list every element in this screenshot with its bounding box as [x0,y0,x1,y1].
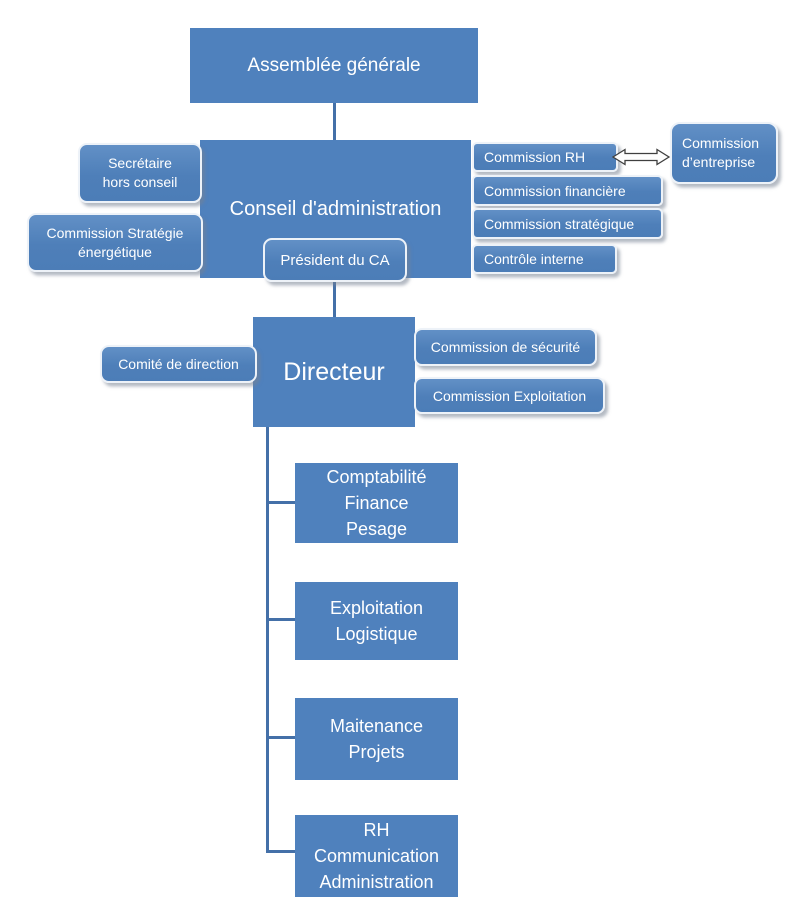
commission-financiere-label: Commission financière [484,182,626,199]
dept-rh-communication-administration-box: RH Communication Administration [295,815,458,897]
dept-exploitation-logistique-box: Exploitation Logistique [295,582,458,660]
commission-strategique-label: Commission stratégique [484,215,635,232]
commission-rh-label: Commission RH [484,149,586,165]
commission-exploitation-label: Commission Exploitation [432,387,587,404]
commission-strategique-box [472,208,663,239]
controle-interne-label: Contrôle interne [484,251,584,267]
comite-de-direction-box [100,345,257,383]
connector-conseil-directeur [333,277,336,318]
commission-strategie-energetique-box [27,213,203,272]
assemblee-generale-label: Assemblée générale [247,54,421,76]
connector-assemblee-conseil [333,103,336,141]
dept-comptabilite-finance-pesage-box: Comptabilité Finance Pesage [295,463,458,543]
commission-rh-box [472,142,618,172]
commission-entreprise-box [670,122,778,184]
commission-strategie-energetique-label: Commission Stratégie énergétique [46,224,184,260]
assemblee-generale-box [190,28,478,103]
dept-maintenance-projets-box: Maitenance Projets [295,698,458,780]
connector-directeur-trunk [266,426,269,853]
president-du-ca-box [263,238,407,282]
comite-de-direction-label: Comité de direction [118,355,239,372]
directeur-box [253,317,415,427]
commission-entreprise-label: Commission d’entreprise [682,135,760,170]
secretaire-hors-conseil-box [78,143,202,203]
secretaire-hors-conseil-label: Secrétaire hors conseil [102,155,178,190]
connector-branch-comptabilite [266,501,298,504]
connector-branch-maintenance [266,736,298,739]
commission-exploitation-box [414,377,605,414]
connector-branch-rh [266,850,298,853]
directeur-label: Directeur [283,357,385,386]
commission-securite-label: Commission de sécurité [430,339,581,355]
conseil-administration-label: Conseil d'administration [229,197,442,220]
double-arrow-icon [612,146,670,168]
commission-financiere-box [472,175,663,206]
connector-branch-exploitation [266,618,298,621]
president-du-ca-label: Président du CA [280,251,390,269]
controle-interne-box [472,244,617,274]
commission-securite-box [414,328,597,366]
